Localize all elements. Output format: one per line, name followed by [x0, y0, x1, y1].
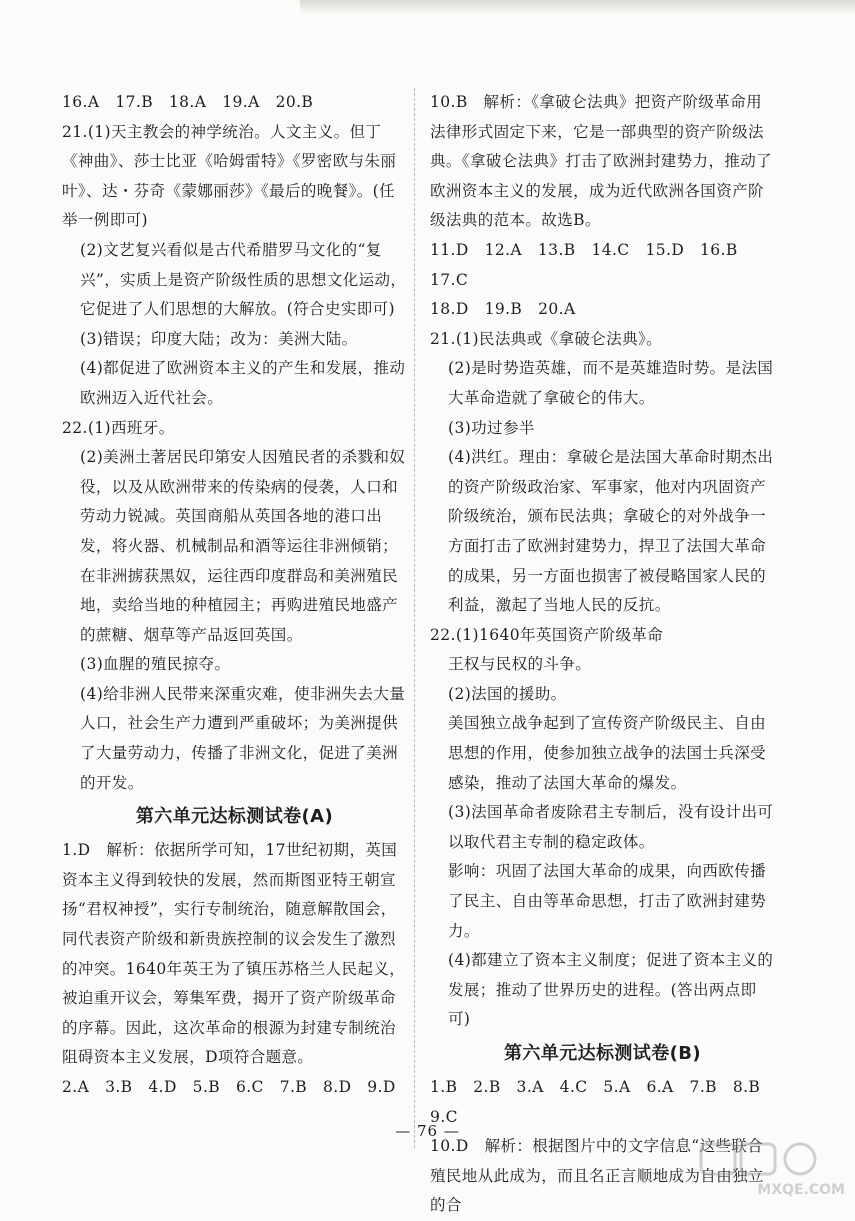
answer-line: (2)美洲土著居民印第安人因殖民者的杀戮和奴役，以及从欧洲带来的传染病的侵袭，人口和劳动力锐减。英国商船从英国各地的港口出发，将火器、机械制品和酒等运往非洲倾销；在非洲掳获黑奴，运往西印度群岛和美洲殖民地，卖给当地的种植园主；再购进殖民地盛产的蔗糖、烟草等产品返回英国。: [80, 448, 406, 644]
answer-line: 21.(1)天主教会的神学统治。人文主义。但丁《神曲》、莎士比亚《哈姆雷特》《罗密欧与朱丽叶》、达・芬奇《蒙娜丽莎》《最后的晚餐》。(任举一例即可): [62, 122, 397, 230]
answer-line: (4)给非洲人民带来深重灾难，使非洲失去大量人口，社会生产力遭到严重破坏；为美洲提供了大量劳动力，传播了非洲文化，促进了美洲的开发。: [80, 684, 406, 792]
right-column: [430, 88, 775, 1221]
section-heading: 第六单元达标测试卷(A): [135, 806, 334, 828]
answer-line: 1.D 解析：依据所学可知，17世纪初期，英国资本主义得到较快的发展，然而斯图亚特王朝宣扬“君权神授”，实行专制统治，随意解散国会，同代表资产阶级和新贵族控制的议会发生了激烈的冲突。1640年英王为了镇压苏格兰人民起义，被迫重开议会，筹集军费，揭开了资产阶级革命的序幕。因此，这次革命的根源为封建专制统治阻碍资本主义发展，D项符合题意。: [62, 841, 406, 1067]
answer-line: 10.D 解析：根据图片中的文字信息“这些联合殖民地从此成为，而且名正言顺地成为自由独立的合: [430, 1137, 764, 1215]
answer-line: (3)法国革命者废除君主专制后，没有设计出可以取代君主专制的稳定政体。: [448, 803, 774, 851]
answer-line: 10.B 解析：《拿破仑法典》把资产阶级革命用法律形式固定下来，它是一部典型的资产阶级法典。《拿破仑法典》打击了欧洲封建势力，推动了欧洲资本主义的发展，成为近代欧洲各国资产阶级法典的范本。故选B。: [430, 93, 773, 230]
left-column: [62, 88, 407, 1103]
scan-edge-shadow: [300, 0, 855, 14]
answer-line: 2.A 3.B 4.D 5.B 6.C 7.B 8.D 9.D: [62, 1078, 396, 1096]
answer-line: (2)法国的援助。: [448, 684, 567, 703]
section-heading: 第六单元达标测试卷(B): [504, 1043, 701, 1064]
answer-line: (3)错误；印度大陆；改为：美洲大陆。: [80, 329, 358, 348]
answer-line: 16.A 17.B 18.A 19.A 20.B: [62, 93, 314, 111]
answer-line: 21.(1)民法典或《拿破仑法典》。: [430, 329, 663, 348]
answer-line: 美国独立战争起到了宣传资产阶级民主、自由思想的作用，使参加独立战争的法国士兵深受感染，推动了法国大革命的爆发。: [448, 714, 767, 792]
answer-line: (3)功过参半: [448, 418, 535, 437]
answer-line: 22.(1)西班牙。: [62, 418, 175, 437]
answer-line: 王权与民权的斗争。: [448, 655, 592, 674]
watermark-text: MXQE.COM: [757, 1182, 845, 1198]
answer-line: (4)洪红。理由：拿破仑是法国大革命时期杰出的资产阶级政治家、军事家，他对内巩固资产阶级统治，颁布民法典；拿破仑的对外战争一方面打击了欧洲封建势力，捍卫了法国大革命的成果，另一方面也损害了被侵略国家人民的利益，激起了当地人民的反抗。: [448, 448, 774, 615]
answer-line: (3)血腥的殖民掠夺。: [80, 655, 231, 674]
answer-line: 影响：巩固了法国大革命的成果，向西欧传播了民主、自由等革命思想，打击了欧洲封建势力。: [448, 862, 767, 940]
answer-line: 22.(1)1640年英国资产阶级革命: [430, 625, 664, 644]
answer-line: 11.D 12.A 13.B 14.C 15.D 16.B 17.C: [430, 240, 754, 289]
answer-line: 18.D 19.B 20.A: [430, 300, 576, 319]
answer-line: 1.B 2.B 3.A 4.C 5.A 6.A 7.B 8.B 9.C: [430, 1078, 777, 1126]
answer-line: (4)都促进了欧洲资本主义的产生和发展，推动欧洲迈入近代社会。: [80, 359, 406, 407]
column-divider: [414, 88, 415, 1148]
answer-line: (2)是时势造英雄，而不是英雄造时势。是法国大革命造就了拿破仑的伟大。: [448, 359, 774, 407]
page-number: — 76 —: [395, 1122, 460, 1140]
watermark-logo: [697, 1140, 847, 1198]
answer-line: (4)都建立了资本主义制度；促进了资本主义的发展；推动了世界历史的进程。(答出两点即可): [448, 951, 774, 1029]
answer-line: (2)文艺复兴看似是古代希腊罗马文化的“复兴”，实质上是资产阶级性质的思想文化运动，它促进了人们思想的大解放。(符合史实即可): [80, 240, 407, 319]
